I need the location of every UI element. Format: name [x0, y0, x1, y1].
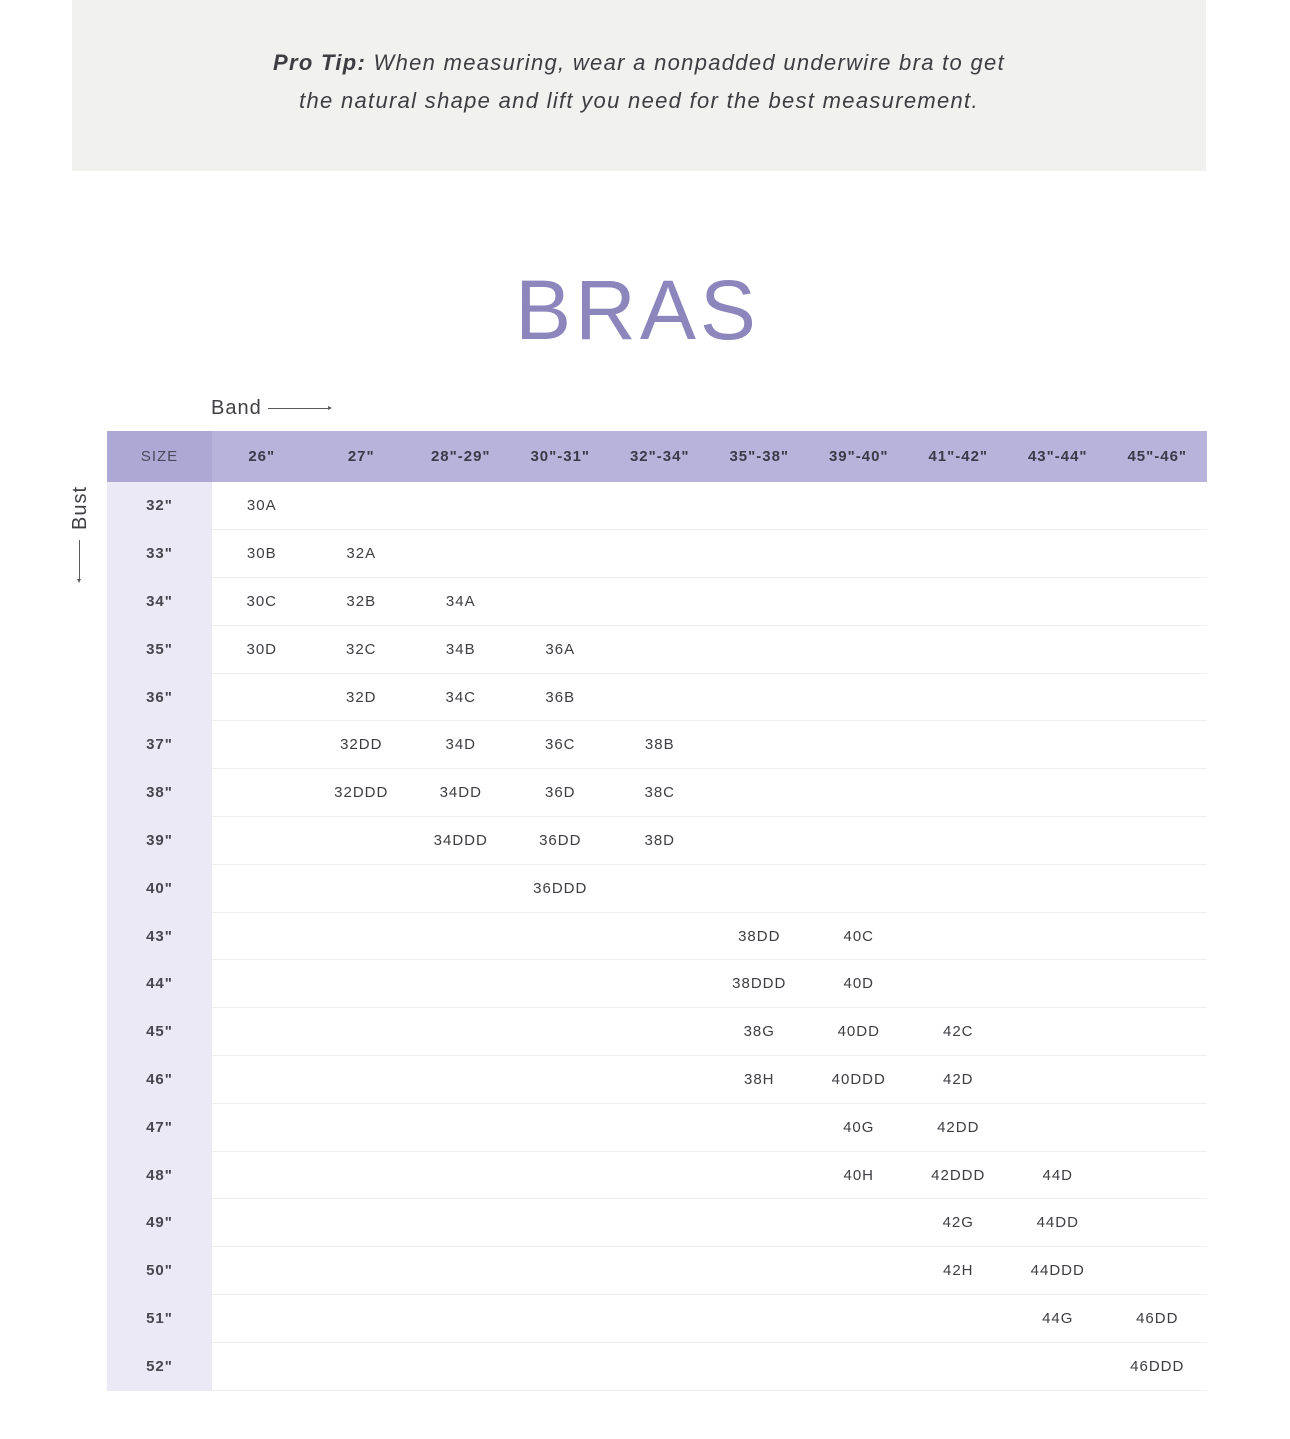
- band-header: 43"-44": [1027, 448, 1088, 465]
- bra-size-cell: [511, 1151, 611, 1199]
- bust-label-text: Bust: [68, 485, 91, 531]
- bra-size-cell: [511, 530, 611, 578]
- bra-size-cell: [411, 1008, 511, 1056]
- bra-size-cell: [710, 578, 810, 626]
- bra-size-cell: [909, 912, 1009, 960]
- table-row: [107, 864, 1207, 912]
- bra-size-cell: [411, 1056, 511, 1104]
- table-row: [107, 1295, 1207, 1343]
- bra-size-cell: [1108, 1056, 1208, 1104]
- bra-size-cell: [809, 1199, 909, 1247]
- bra-size-cell: 40H: [809, 1151, 909, 1199]
- bra-size-cell: 36DD: [511, 817, 611, 865]
- bra-size-cell: [212, 769, 312, 817]
- bra-size-cell: [809, 482, 909, 530]
- bra-size-cell: [212, 1295, 312, 1343]
- bra-size-cell: 42H: [909, 1247, 1009, 1295]
- bra-size-cell: [1108, 673, 1208, 721]
- bra-size-cell: [909, 817, 1009, 865]
- page-title: BRAS: [515, 263, 760, 357]
- bra-size-cell: [312, 1295, 412, 1343]
- table-body: [107, 482, 1207, 1390]
- bra-size-cell: [1008, 578, 1108, 626]
- table-row: [107, 673, 1207, 721]
- bra-size-cell: [312, 864, 412, 912]
- bra-size-cell: [1108, 912, 1208, 960]
- bra-size-cell: [710, 1295, 810, 1343]
- bra-size-cell: [610, 530, 710, 578]
- bra-size-cell: [610, 864, 710, 912]
- bra-size-cell: [1008, 482, 1108, 530]
- bra-size-cell: [610, 1103, 710, 1151]
- bra-size-cell: [909, 1295, 1009, 1343]
- bra-size-cell: [212, 721, 312, 769]
- bra-size-cell: [312, 1008, 412, 1056]
- bra-size-cell: [809, 864, 909, 912]
- bra-size-cell: [511, 1342, 611, 1390]
- bra-size-cell: [710, 1103, 810, 1151]
- bra-size-cell: 32DD: [312, 721, 412, 769]
- bust-size-cell: 43": [107, 912, 212, 960]
- bra-size-cell: 30A: [212, 482, 312, 530]
- bra-size-cell: [411, 530, 511, 578]
- table-row: [107, 721, 1207, 769]
- table-row: [107, 1247, 1207, 1295]
- bust-size-cell: 39": [107, 817, 212, 865]
- bra-size-cell: [610, 1247, 710, 1295]
- table-row: [107, 482, 1207, 530]
- bra-size-cell: [809, 817, 909, 865]
- bra-size-cell: 38DDD: [710, 960, 810, 1008]
- bra-size-cell: [212, 912, 312, 960]
- bust-size-cell: 44": [107, 960, 212, 1008]
- down-arrow-icon: [79, 540, 80, 580]
- bra-size-cell: [411, 1342, 511, 1390]
- table-row: [107, 912, 1207, 960]
- bra-size-cell: [610, 1008, 710, 1056]
- bra-size-cell: [710, 625, 810, 673]
- bust-size-cell: 51": [107, 1295, 212, 1343]
- table-row: [107, 1199, 1207, 1247]
- bra-size-cell: [809, 721, 909, 769]
- table-row: [107, 817, 1207, 865]
- bra-size-cell: [909, 864, 1009, 912]
- bra-size-cell: [1108, 864, 1208, 912]
- bra-size-cell: 38D: [610, 817, 710, 865]
- bra-size-cell: 44DD: [1008, 1199, 1108, 1247]
- bra-size-cell: [809, 1342, 909, 1390]
- bra-size-cell: [511, 1056, 611, 1104]
- table-row: [107, 530, 1207, 578]
- bra-size-cell: 30B: [212, 530, 312, 578]
- table-row: [107, 1103, 1207, 1151]
- bra-size-cell: [212, 1103, 312, 1151]
- bra-size-cell: [1108, 578, 1208, 626]
- band-axis-label: [211, 397, 330, 420]
- bra-size-cell: [710, 1247, 810, 1295]
- bra-size-cell: [511, 1199, 611, 1247]
- bra-size-cell: [1108, 769, 1208, 817]
- bra-size-cell: [1008, 1103, 1108, 1151]
- size-column-header: SIZE: [107, 431, 212, 482]
- bra-size-cell: 42DDD: [909, 1151, 1009, 1199]
- bra-size-cell: [312, 1151, 412, 1199]
- bra-size-cell: 42DD: [909, 1103, 1009, 1151]
- bra-size-cell: 46DDD: [1108, 1342, 1208, 1390]
- bra-size-cell: [710, 673, 810, 721]
- bra-size-cell: [610, 1342, 710, 1390]
- bra-size-cell: [909, 673, 1009, 721]
- bra-size-cell: 40G: [809, 1103, 909, 1151]
- bra-size-cell: 46DD: [1108, 1295, 1208, 1343]
- bra-size-cell: 34DD: [411, 769, 511, 817]
- bust-size-cell: 49": [107, 1199, 212, 1247]
- bra-size-cell: 32B: [312, 578, 412, 626]
- bra-size-cell: [909, 721, 1009, 769]
- pro-tip-box: [72, 0, 1206, 171]
- bra-size-cell: [1108, 1103, 1208, 1151]
- pro-tip-body: When measuring, wear a nonpadded underwire bra to get the natural shape and lift you need for the best measurement.: [299, 50, 1005, 113]
- table-row: [107, 769, 1207, 817]
- bra-size-cell: [909, 578, 1009, 626]
- bra-size-cell: [1108, 817, 1208, 865]
- table-row: [107, 1008, 1207, 1056]
- bra-size-cell: 38C: [610, 769, 710, 817]
- bra-size-cell: [212, 673, 312, 721]
- bra-size-cell: 40DD: [809, 1008, 909, 1056]
- bust-size-cell: 36": [107, 673, 212, 721]
- bra-size-cell: 38DD: [710, 912, 810, 960]
- table-row: [107, 1056, 1207, 1104]
- bra-size-cell: 34A: [411, 578, 511, 626]
- bra-size-cell: [312, 1056, 412, 1104]
- bra-size-cell: [1008, 769, 1108, 817]
- band-header: 35"-38": [729, 448, 790, 465]
- bra-size-cell: 36D: [511, 769, 611, 817]
- band-header: 39"-40": [828, 448, 889, 465]
- bra-size-cell: 42C: [909, 1008, 1009, 1056]
- bust-size-cell: 34": [107, 578, 212, 626]
- bra-size-cell: [1108, 625, 1208, 673]
- bra-size-cell: [511, 578, 611, 626]
- bust-size-cell: 40": [107, 864, 212, 912]
- bra-size-cell: [212, 1342, 312, 1390]
- bra-size-cell: [1008, 530, 1108, 578]
- bust-size-cell: 47": [107, 1103, 212, 1151]
- bra-size-cell: 32C: [312, 625, 412, 673]
- bra-size-cell: [809, 530, 909, 578]
- bra-size-cell: [610, 1295, 710, 1343]
- bra-size-cell: [312, 1103, 412, 1151]
- bra-size-cell: [511, 1295, 611, 1343]
- bra-size-cell: 32D: [312, 673, 412, 721]
- bra-size-cell: [1108, 1008, 1208, 1056]
- bra-size-cell: 44DDD: [1008, 1247, 1108, 1295]
- bra-size-cell: [511, 1008, 611, 1056]
- bra-size-cell: [411, 1151, 511, 1199]
- bra-size-cell: [1008, 1008, 1108, 1056]
- bra-size-cell: [710, 482, 810, 530]
- bra-size-cell: [411, 1103, 511, 1151]
- bust-size-cell: 35": [107, 625, 212, 673]
- bra-size-cell: [1008, 625, 1108, 673]
- bra-size-cell: 42G: [909, 1199, 1009, 1247]
- bra-size-cell: [312, 1342, 412, 1390]
- bra-size-cell: [909, 960, 1009, 1008]
- bra-size-cell: [909, 530, 1009, 578]
- bra-size-cell: [212, 1151, 312, 1199]
- bra-size-cell: [1008, 673, 1108, 721]
- bra-size-cell: [610, 578, 710, 626]
- bust-size-cell: 50": [107, 1247, 212, 1295]
- bust-size-cell: 38": [107, 769, 212, 817]
- bra-size-cell: [1108, 1199, 1208, 1247]
- bra-size-cell: [610, 1151, 710, 1199]
- bra-size-cell: [909, 482, 1009, 530]
- bra-size-cell: 32DDD: [312, 769, 412, 817]
- bust-size-cell: 48": [107, 1151, 212, 1199]
- band-header: 27": [347, 448, 375, 465]
- bra-size-cell: [212, 817, 312, 865]
- bra-size-table: [107, 431, 1207, 1391]
- bra-size-cell: 40D: [809, 960, 909, 1008]
- bra-size-cell: 32A: [312, 530, 412, 578]
- bra-size-cell: [312, 912, 412, 960]
- bust-size-cell: 37": [107, 721, 212, 769]
- bra-size-cell: [1108, 960, 1208, 1008]
- bra-size-cell: [809, 578, 909, 626]
- bra-size-cell: [312, 1247, 412, 1295]
- bra-size-cell: [212, 1056, 312, 1104]
- bra-size-cell: 40C: [809, 912, 909, 960]
- bra-size-cell: [809, 625, 909, 673]
- band-header: 30"-31": [530, 448, 591, 465]
- bra-size-cell: [610, 482, 710, 530]
- bra-size-cell: [1008, 817, 1108, 865]
- band-label-text: Band: [211, 397, 262, 419]
- bust-axis-label: [56, 480, 104, 600]
- bra-size-cell: [1108, 530, 1208, 578]
- bra-size-cell: [610, 1056, 710, 1104]
- pro-tip-text: [273, 44, 1005, 120]
- bra-size-cell: 40DDD: [809, 1056, 909, 1104]
- bra-size-cell: [511, 1247, 611, 1295]
- bra-size-cell: 34C: [411, 673, 511, 721]
- bra-size-cell: [212, 864, 312, 912]
- bra-size-cell: [312, 1199, 412, 1247]
- bra-size-cell: [610, 673, 710, 721]
- table-row: [107, 578, 1207, 626]
- band-header: 26": [248, 448, 276, 465]
- bra-size-cell: [1008, 1056, 1108, 1104]
- table-header-row: [107, 431, 1207, 482]
- bra-size-cell: [411, 1247, 511, 1295]
- bra-size-cell: [710, 817, 810, 865]
- bra-size-cell: [511, 482, 611, 530]
- bra-size-cell: [710, 721, 810, 769]
- bra-size-cell: 36B: [511, 673, 611, 721]
- table-row: [107, 625, 1207, 673]
- bust-size-cell: 52": [107, 1342, 212, 1390]
- bra-size-cell: 30C: [212, 578, 312, 626]
- bra-size-cell: [809, 769, 909, 817]
- bra-size-cell: [511, 960, 611, 1008]
- bra-size-cell: 38G: [710, 1008, 810, 1056]
- table-row: [107, 960, 1207, 1008]
- bust-size-cell: 33": [107, 530, 212, 578]
- bra-size-cell: [1008, 1342, 1108, 1390]
- bra-size-cell: [411, 482, 511, 530]
- bra-size-cell: [710, 1151, 810, 1199]
- bra-size-cell: 38H: [710, 1056, 810, 1104]
- bra-size-cell: [511, 1103, 611, 1151]
- bra-size-cell: [610, 912, 710, 960]
- pro-tip-label: Pro Tip:: [273, 50, 367, 75]
- band-header: 41"-42": [928, 448, 989, 465]
- bra-size-cell: 36C: [511, 721, 611, 769]
- bra-size-cell: [1108, 721, 1208, 769]
- bust-size-cell: 46": [107, 1056, 212, 1104]
- bra-size-cell: [1108, 1151, 1208, 1199]
- bra-size-cell: 42D: [909, 1056, 1009, 1104]
- bra-size-cell: [610, 960, 710, 1008]
- bra-size-cell: [710, 1342, 810, 1390]
- bra-size-cell: 30D: [212, 625, 312, 673]
- bra-size-cell: 44G: [1008, 1295, 1108, 1343]
- band-header: 45"-46": [1127, 448, 1188, 465]
- bra-size-cell: [1008, 721, 1108, 769]
- bra-size-cell: [710, 1199, 810, 1247]
- bra-size-cell: 34DDD: [411, 817, 511, 865]
- bra-size-cell: [610, 1199, 710, 1247]
- bra-size-cell: 34B: [411, 625, 511, 673]
- bra-size-cell: [411, 960, 511, 1008]
- table-row: [107, 1151, 1207, 1199]
- bra-size-cell: [1008, 960, 1108, 1008]
- bra-size-cell: [411, 912, 511, 960]
- bra-size-cell: [411, 1199, 511, 1247]
- band-header: 28"-29": [430, 448, 491, 465]
- bra-size-cell: [809, 673, 909, 721]
- bra-size-cell: [1008, 912, 1108, 960]
- bra-size-cell: [411, 1295, 511, 1343]
- band-header: 32"-34": [629, 448, 690, 465]
- bra-size-cell: [212, 960, 312, 1008]
- table-row: [107, 1342, 1207, 1390]
- bust-size-cell: 45": [107, 1008, 212, 1056]
- bra-size-cell: [809, 1295, 909, 1343]
- bra-size-cell: [312, 960, 412, 1008]
- bra-size-cell: [710, 769, 810, 817]
- bra-size-cell: [710, 530, 810, 578]
- bra-size-cell: 36A: [511, 625, 611, 673]
- bra-size-cell: [312, 482, 412, 530]
- bra-size-cell: [710, 864, 810, 912]
- bra-size-cell: 36DDD: [511, 864, 611, 912]
- bra-size-cell: 38B: [610, 721, 710, 769]
- bra-size-cell: 34D: [411, 721, 511, 769]
- bra-size-cell: [212, 1247, 312, 1295]
- right-arrow-icon: [268, 408, 330, 409]
- bra-size-cell: [212, 1008, 312, 1056]
- bra-size-cell: [1108, 482, 1208, 530]
- bra-size-cell: [909, 1342, 1009, 1390]
- bra-size-cell: [610, 625, 710, 673]
- bra-size-cell: [212, 1199, 312, 1247]
- bra-size-cell: [909, 625, 1009, 673]
- bra-size-cell: 44D: [1008, 1151, 1108, 1199]
- bra-size-cell: [411, 864, 511, 912]
- bra-size-cell: [809, 1247, 909, 1295]
- bra-size-cell: [312, 817, 412, 865]
- bra-size-cell: [511, 912, 611, 960]
- bra-size-cell: [1008, 864, 1108, 912]
- bust-size-cell: 32": [107, 482, 212, 530]
- bra-size-cell: [1108, 1247, 1208, 1295]
- bra-size-cell: [909, 769, 1009, 817]
